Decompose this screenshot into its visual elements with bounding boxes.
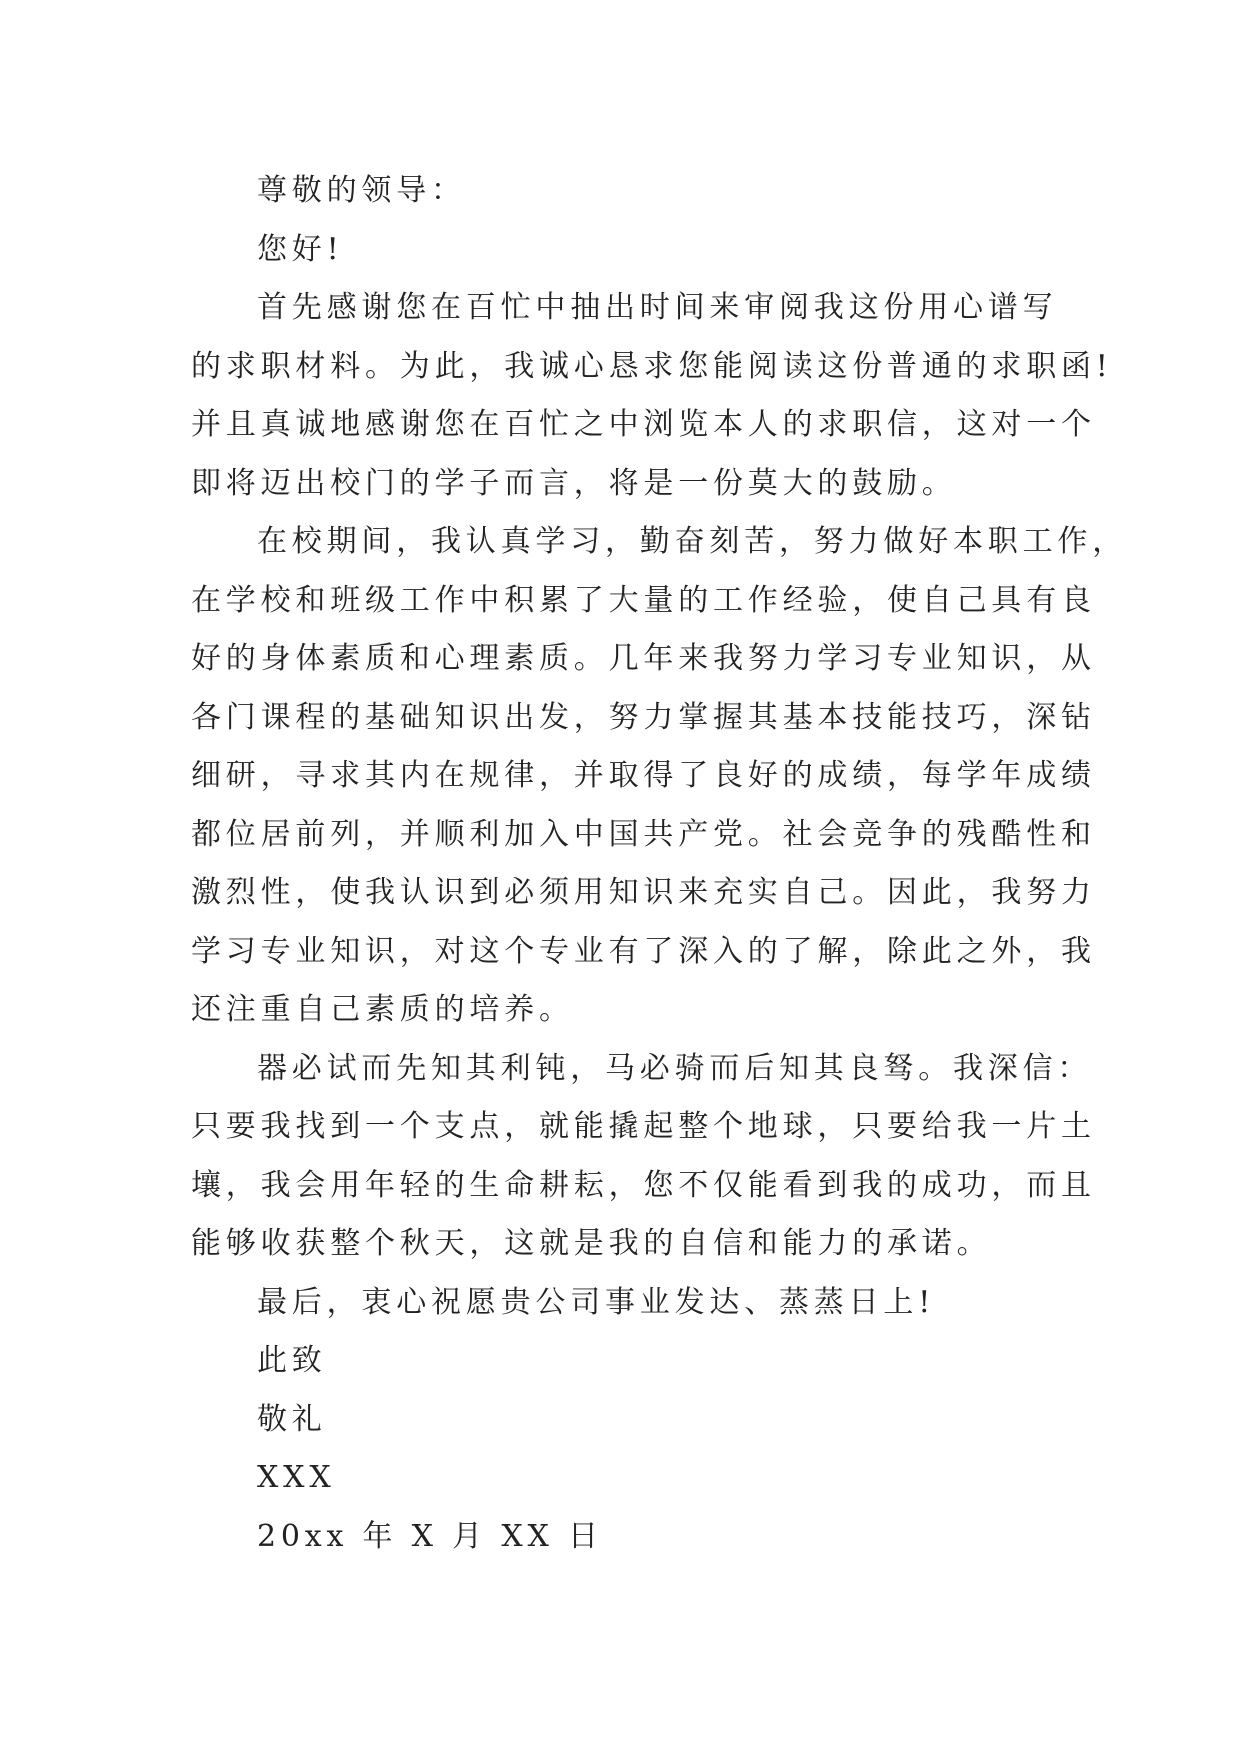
paragraph-line: 并且真诚地感谢您在百忙之中浏览本人的求职信，这对一个: [191, 407, 1096, 442]
paragraph-line: 壤，我会用年轻的生命耕耘，您不仅能看到我的成功，而且: [191, 1167, 1096, 1203]
closing-respect-1: 此致: [257, 1343, 327, 1378]
date: 20xx 年 X 月 XX 日: [257, 1518, 603, 1554]
paragraph-line: 能够收获整个秋天，这就是我的自信和能力的承诺。: [191, 1226, 992, 1261]
paragraph-line: 在校期间，我认真学习，勤奋刻苦，努力做好本职工作，: [257, 524, 1127, 559]
paragraph-line: 的求职材料。为此，我诚心恳求您能阅读这份普通的求职函!: [191, 348, 1113, 384]
paragraph-line: 细研，寻求其内在规律，并取得了良好的成绩，每学年成绩: [191, 758, 1096, 793]
closing-respect-2: 敬礼: [257, 1401, 327, 1437]
paragraph-line: 在学校和班级工作中积累了大量的工作经验，使自己具有良: [191, 582, 1096, 618]
paragraph-line: 首先感谢您在百忙中抽出时间来审阅我这份用心谱写: [257, 290, 1058, 325]
paragraph-line: 好的身体素质和心理素质。几年来我努力学习专业知识，从: [191, 641, 1096, 676]
signature: XXX: [257, 1460, 336, 1495]
paragraph-line: 还注重自己素质的培养。: [191, 992, 574, 1027]
salutation: 尊敬的领导：: [257, 173, 466, 208]
paragraph-line: 学习专业知识，对这个专业有了深入的了解，除此之外，我: [191, 933, 1096, 969]
paragraph-line: 都位居前列，并顺利加入中国共产党。社会竞争的残酷性和: [191, 816, 1096, 852]
paragraph-line: 各门课程的基础知识出发，努力掌握其基本技能技巧，深钻: [191, 699, 1096, 735]
paragraph-line: 只要我找到一个支点，就能撬起整个地球，只要给我一片土: [191, 1109, 1096, 1144]
letter-body: [191, 162, 1127, 1566]
closing-wish: 最后，衷心祝愿贵公司事业发达、蒸蒸日上!: [257, 1284, 936, 1320]
paragraph-line: 激烈性，使我认识到必须用知识来充实自己。因此，我努力: [191, 875, 1096, 910]
greeting: 您好!: [257, 231, 344, 267]
paragraph-line: 器必试而先知其利钝，马必骑而后知其良驽。我深信：: [257, 1050, 1093, 1086]
paragraph-line: 即将迈出校门的学子而言，将是一份莫大的鼓励。: [191, 465, 957, 501]
